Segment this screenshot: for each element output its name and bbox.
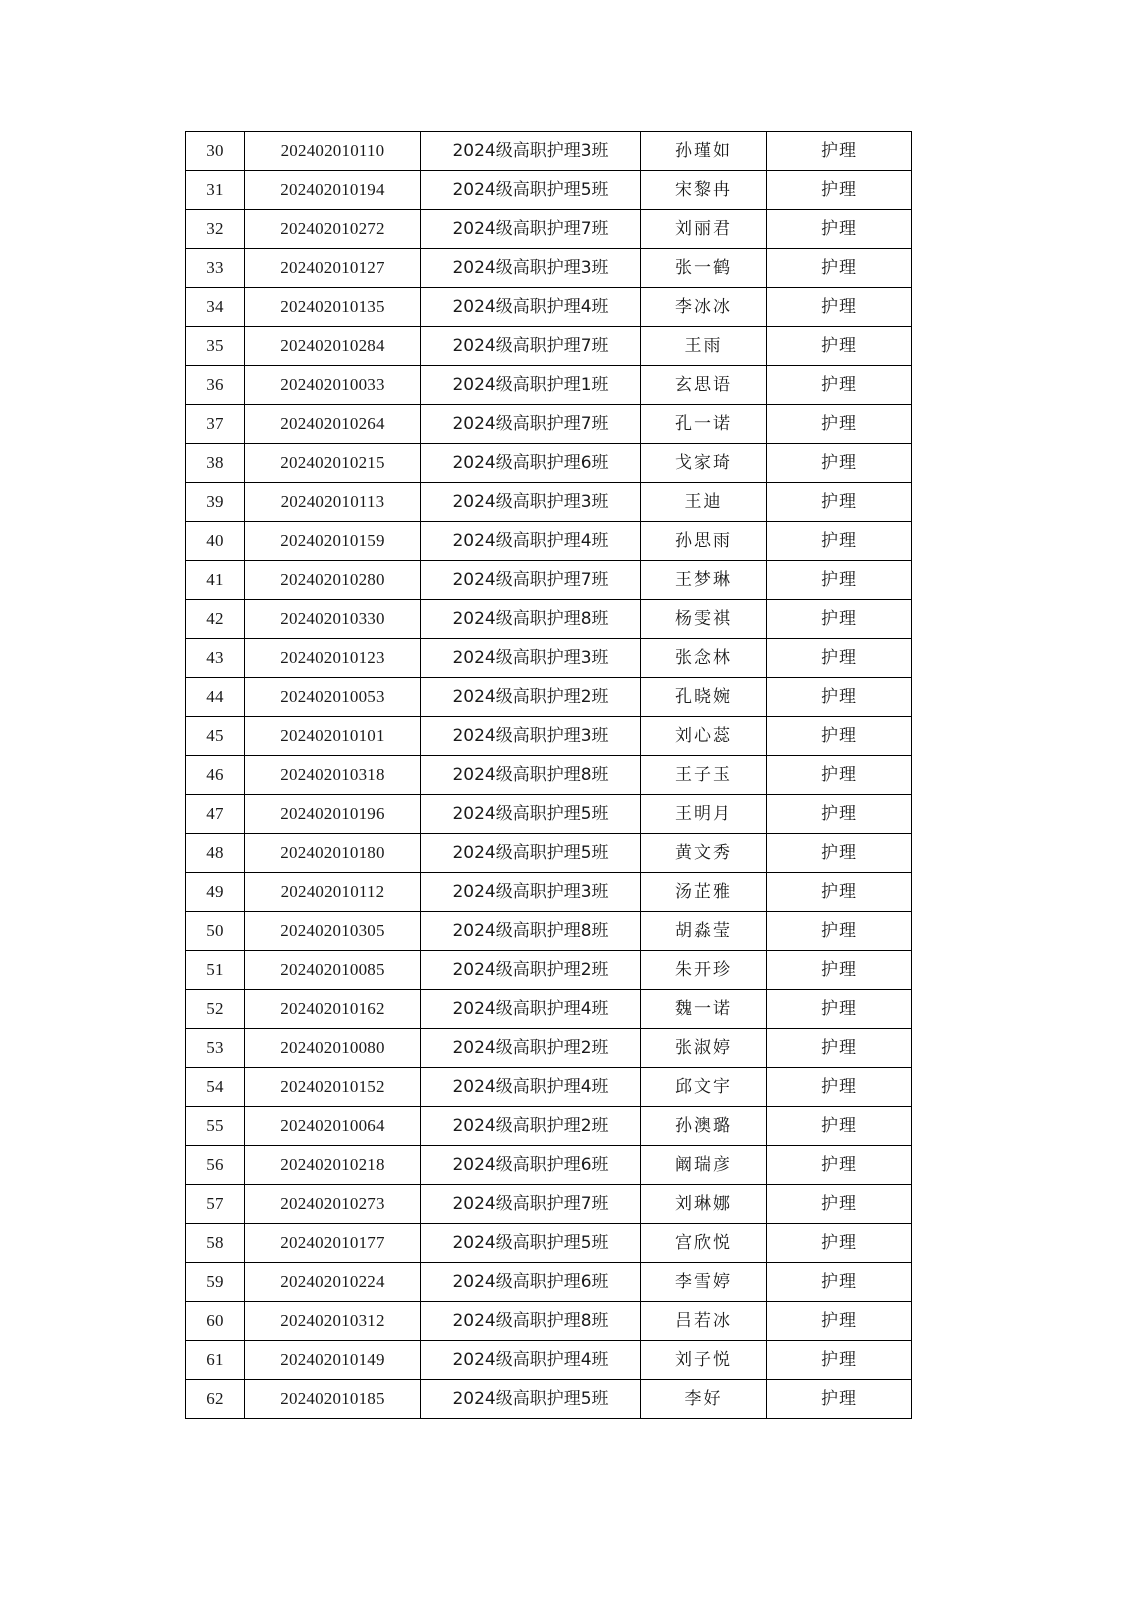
cell-index: 33 bbox=[186, 249, 245, 288]
student-roster-table bbox=[185, 131, 912, 1419]
cell-student_id: 202402010113 bbox=[245, 483, 421, 522]
cell-student_id: 202402010215 bbox=[245, 444, 421, 483]
cell-class: 2024级高职护理5班 bbox=[421, 1224, 641, 1263]
cell-class: 2024级高职护理3班 bbox=[421, 873, 641, 912]
cell-name: 黄文秀 bbox=[641, 834, 767, 873]
table-row bbox=[186, 171, 912, 210]
table-row bbox=[186, 639, 912, 678]
cell-student_id: 202402010101 bbox=[245, 717, 421, 756]
cell-class: 2024级高职护理4班 bbox=[421, 288, 641, 327]
cell-class: 2024级高职护理2班 bbox=[421, 1107, 641, 1146]
cell-index: 41 bbox=[186, 561, 245, 600]
cell-index: 46 bbox=[186, 756, 245, 795]
cell-name: 王雨 bbox=[641, 327, 767, 366]
cell-index: 32 bbox=[186, 210, 245, 249]
cell-student_id: 202402010064 bbox=[245, 1107, 421, 1146]
cell-student_id: 202402010053 bbox=[245, 678, 421, 717]
cell-index: 45 bbox=[186, 717, 245, 756]
table-row bbox=[186, 483, 912, 522]
cell-index: 36 bbox=[186, 366, 245, 405]
cell-major: 护理 bbox=[767, 717, 912, 756]
cell-student_id: 202402010159 bbox=[245, 522, 421, 561]
cell-name: 吕若冰 bbox=[641, 1302, 767, 1341]
cell-class: 2024级高职护理2班 bbox=[421, 678, 641, 717]
cell-name: 张淑婷 bbox=[641, 1029, 767, 1068]
cell-major: 护理 bbox=[767, 444, 912, 483]
cell-student_id: 202402010180 bbox=[245, 834, 421, 873]
cell-index: 58 bbox=[186, 1224, 245, 1263]
cell-index: 60 bbox=[186, 1302, 245, 1341]
cell-name: 王梦琳 bbox=[641, 561, 767, 600]
table-row bbox=[186, 873, 912, 912]
table-row bbox=[186, 1068, 912, 1107]
cell-index: 39 bbox=[186, 483, 245, 522]
cell-student_id: 202402010218 bbox=[245, 1146, 421, 1185]
cell-name: 刘丽君 bbox=[641, 210, 767, 249]
cell-major: 护理 bbox=[767, 1185, 912, 1224]
cell-student_id: 202402010264 bbox=[245, 405, 421, 444]
table-row bbox=[186, 1341, 912, 1380]
cell-major: 护理 bbox=[767, 1224, 912, 1263]
cell-major: 护理 bbox=[767, 600, 912, 639]
cell-class: 2024级高职护理6班 bbox=[421, 1263, 641, 1302]
cell-name: 玄思语 bbox=[641, 366, 767, 405]
cell-name: 王明月 bbox=[641, 795, 767, 834]
cell-major: 护理 bbox=[767, 171, 912, 210]
cell-major: 护理 bbox=[767, 1107, 912, 1146]
cell-name: 孙瑾如 bbox=[641, 132, 767, 171]
cell-index: 55 bbox=[186, 1107, 245, 1146]
cell-name: 李冰冰 bbox=[641, 288, 767, 327]
cell-index: 47 bbox=[186, 795, 245, 834]
cell-class: 2024级高职护理7班 bbox=[421, 210, 641, 249]
cell-student_id: 202402010305 bbox=[245, 912, 421, 951]
table-row bbox=[186, 327, 912, 366]
cell-class: 2024级高职护理2班 bbox=[421, 1029, 641, 1068]
cell-student_id: 202402010127 bbox=[245, 249, 421, 288]
table-row bbox=[186, 1224, 912, 1263]
cell-major: 护理 bbox=[767, 483, 912, 522]
cell-index: 59 bbox=[186, 1263, 245, 1302]
cell-index: 49 bbox=[186, 873, 245, 912]
cell-index: 34 bbox=[186, 288, 245, 327]
cell-class: 2024级高职护理5班 bbox=[421, 834, 641, 873]
cell-index: 50 bbox=[186, 912, 245, 951]
cell-student_id: 202402010110 bbox=[245, 132, 421, 171]
cell-major: 护理 bbox=[767, 210, 912, 249]
cell-index: 52 bbox=[186, 990, 245, 1029]
cell-student_id: 202402010123 bbox=[245, 639, 421, 678]
cell-name: 王子玉 bbox=[641, 756, 767, 795]
cell-class: 2024级高职护理2班 bbox=[421, 951, 641, 990]
cell-major: 护理 bbox=[767, 1068, 912, 1107]
cell-major: 护理 bbox=[767, 522, 912, 561]
cell-index: 30 bbox=[186, 132, 245, 171]
cell-index: 53 bbox=[186, 1029, 245, 1068]
cell-index: 48 bbox=[186, 834, 245, 873]
table-row bbox=[186, 1302, 912, 1341]
table-row bbox=[186, 717, 912, 756]
cell-student_id: 202402010272 bbox=[245, 210, 421, 249]
cell-index: 35 bbox=[186, 327, 245, 366]
table-row bbox=[186, 756, 912, 795]
cell-class: 2024级高职护理6班 bbox=[421, 1146, 641, 1185]
cell-student_id: 202402010312 bbox=[245, 1302, 421, 1341]
cell-class: 2024级高职护理7班 bbox=[421, 1185, 641, 1224]
cell-class: 2024级高职护理8班 bbox=[421, 1302, 641, 1341]
cell-major: 护理 bbox=[767, 1029, 912, 1068]
cell-student_id: 202402010162 bbox=[245, 990, 421, 1029]
table-row bbox=[186, 366, 912, 405]
table-row bbox=[186, 795, 912, 834]
table-row bbox=[186, 210, 912, 249]
table-row bbox=[186, 249, 912, 288]
cell-name: 宫欣悦 bbox=[641, 1224, 767, 1263]
cell-class: 2024级高职护理8班 bbox=[421, 600, 641, 639]
table-row bbox=[186, 678, 912, 717]
cell-index: 40 bbox=[186, 522, 245, 561]
cell-student_id: 202402010284 bbox=[245, 327, 421, 366]
cell-name: 胡淼莹 bbox=[641, 912, 767, 951]
cell-major: 护理 bbox=[767, 1380, 912, 1419]
cell-class: 2024级高职护理3班 bbox=[421, 132, 641, 171]
cell-name: 李好 bbox=[641, 1380, 767, 1419]
table-row bbox=[186, 132, 912, 171]
table-row bbox=[186, 951, 912, 990]
cell-student_id: 202402010135 bbox=[245, 288, 421, 327]
cell-major: 护理 bbox=[767, 1263, 912, 1302]
cell-name: 王迪 bbox=[641, 483, 767, 522]
cell-major: 护理 bbox=[767, 912, 912, 951]
cell-major: 护理 bbox=[767, 873, 912, 912]
cell-class: 2024级高职护理8班 bbox=[421, 912, 641, 951]
cell-name: 孔晓婉 bbox=[641, 678, 767, 717]
cell-student_id: 202402010149 bbox=[245, 1341, 421, 1380]
table-row bbox=[186, 1146, 912, 1185]
cell-student_id: 202402010185 bbox=[245, 1380, 421, 1419]
cell-name: 李雪婷 bbox=[641, 1263, 767, 1302]
cell-index: 42 bbox=[186, 600, 245, 639]
cell-student_id: 202402010196 bbox=[245, 795, 421, 834]
cell-name: 刘琳娜 bbox=[641, 1185, 767, 1224]
cell-index: 38 bbox=[186, 444, 245, 483]
cell-major: 护理 bbox=[767, 951, 912, 990]
table-row bbox=[186, 834, 912, 873]
cell-class: 2024级高职护理4班 bbox=[421, 522, 641, 561]
cell-name: 孙思雨 bbox=[641, 522, 767, 561]
cell-name: 朱开珍 bbox=[641, 951, 767, 990]
cell-name: 杨雯祺 bbox=[641, 600, 767, 639]
cell-name: 刘心蕊 bbox=[641, 717, 767, 756]
cell-student_id: 202402010152 bbox=[245, 1068, 421, 1107]
table-row bbox=[186, 600, 912, 639]
cell-major: 护理 bbox=[767, 639, 912, 678]
cell-class: 2024级高职护理3班 bbox=[421, 249, 641, 288]
cell-class: 2024级高职护理4班 bbox=[421, 990, 641, 1029]
cell-index: 43 bbox=[186, 639, 245, 678]
cell-name: 张念林 bbox=[641, 639, 767, 678]
cell-major: 护理 bbox=[767, 1302, 912, 1341]
cell-index: 31 bbox=[186, 171, 245, 210]
cell-name: 汤芷雅 bbox=[641, 873, 767, 912]
cell-class: 2024级高职护理3班 bbox=[421, 639, 641, 678]
cell-name: 邱文宇 bbox=[641, 1068, 767, 1107]
cell-name: 张一鹤 bbox=[641, 249, 767, 288]
table-row bbox=[186, 288, 912, 327]
cell-index: 62 bbox=[186, 1380, 245, 1419]
table-row bbox=[186, 1185, 912, 1224]
cell-student_id: 202402010080 bbox=[245, 1029, 421, 1068]
cell-major: 护理 bbox=[767, 561, 912, 600]
cell-index: 56 bbox=[186, 1146, 245, 1185]
cell-student_id: 202402010224 bbox=[245, 1263, 421, 1302]
cell-major: 护理 bbox=[767, 405, 912, 444]
cell-class: 2024级高职护理7班 bbox=[421, 405, 641, 444]
cell-index: 51 bbox=[186, 951, 245, 990]
cell-major: 护理 bbox=[767, 795, 912, 834]
roster-table-container bbox=[185, 131, 911, 1419]
cell-name: 刘子悦 bbox=[641, 1341, 767, 1380]
cell-student_id: 202402010033 bbox=[245, 366, 421, 405]
table-row bbox=[186, 1029, 912, 1068]
cell-name: 戈家琦 bbox=[641, 444, 767, 483]
cell-name: 宋黎冉 bbox=[641, 171, 767, 210]
table-row bbox=[186, 1263, 912, 1302]
cell-class: 2024级高职护理8班 bbox=[421, 756, 641, 795]
cell-major: 护理 bbox=[767, 834, 912, 873]
cell-major: 护理 bbox=[767, 327, 912, 366]
cell-student_id: 202402010318 bbox=[245, 756, 421, 795]
cell-name: 阚瑞彦 bbox=[641, 1146, 767, 1185]
cell-student_id: 202402010177 bbox=[245, 1224, 421, 1263]
cell-class: 2024级高职护理1班 bbox=[421, 366, 641, 405]
cell-major: 护理 bbox=[767, 249, 912, 288]
cell-student_id: 202402010330 bbox=[245, 600, 421, 639]
cell-major: 护理 bbox=[767, 288, 912, 327]
cell-class: 2024级高职护理7班 bbox=[421, 561, 641, 600]
cell-class: 2024级高职护理5班 bbox=[421, 171, 641, 210]
cell-index: 61 bbox=[186, 1341, 245, 1380]
cell-class: 2024级高职护理5班 bbox=[421, 795, 641, 834]
cell-class: 2024级高职护理3班 bbox=[421, 483, 641, 522]
table-row bbox=[186, 1380, 912, 1419]
table-row bbox=[186, 444, 912, 483]
cell-class: 2024级高职护理4班 bbox=[421, 1068, 641, 1107]
cell-student_id: 202402010280 bbox=[245, 561, 421, 600]
cell-major: 护理 bbox=[767, 990, 912, 1029]
cell-major: 护理 bbox=[767, 756, 912, 795]
table-row bbox=[186, 561, 912, 600]
cell-class: 2024级高职护理6班 bbox=[421, 444, 641, 483]
cell-student_id: 202402010085 bbox=[245, 951, 421, 990]
cell-student_id: 202402010112 bbox=[245, 873, 421, 912]
cell-major: 护理 bbox=[767, 678, 912, 717]
cell-class: 2024级高职护理7班 bbox=[421, 327, 641, 366]
table-row bbox=[186, 405, 912, 444]
cell-index: 44 bbox=[186, 678, 245, 717]
cell-major: 护理 bbox=[767, 1146, 912, 1185]
roster-table-body bbox=[186, 132, 912, 1419]
table-row bbox=[186, 990, 912, 1029]
cell-major: 护理 bbox=[767, 1341, 912, 1380]
table-row bbox=[186, 1107, 912, 1146]
cell-name: 魏一诺 bbox=[641, 990, 767, 1029]
cell-class: 2024级高职护理4班 bbox=[421, 1341, 641, 1380]
cell-major: 护理 bbox=[767, 132, 912, 171]
cell-student_id: 202402010194 bbox=[245, 171, 421, 210]
cell-major: 护理 bbox=[767, 366, 912, 405]
cell-name: 孔一诺 bbox=[641, 405, 767, 444]
cell-index: 57 bbox=[186, 1185, 245, 1224]
cell-name: 孙澳璐 bbox=[641, 1107, 767, 1146]
cell-class: 2024级高职护理5班 bbox=[421, 1380, 641, 1419]
cell-student_id: 202402010273 bbox=[245, 1185, 421, 1224]
cell-index: 54 bbox=[186, 1068, 245, 1107]
cell-index: 37 bbox=[186, 405, 245, 444]
table-row bbox=[186, 912, 912, 951]
cell-class: 2024级高职护理3班 bbox=[421, 717, 641, 756]
table-row bbox=[186, 522, 912, 561]
